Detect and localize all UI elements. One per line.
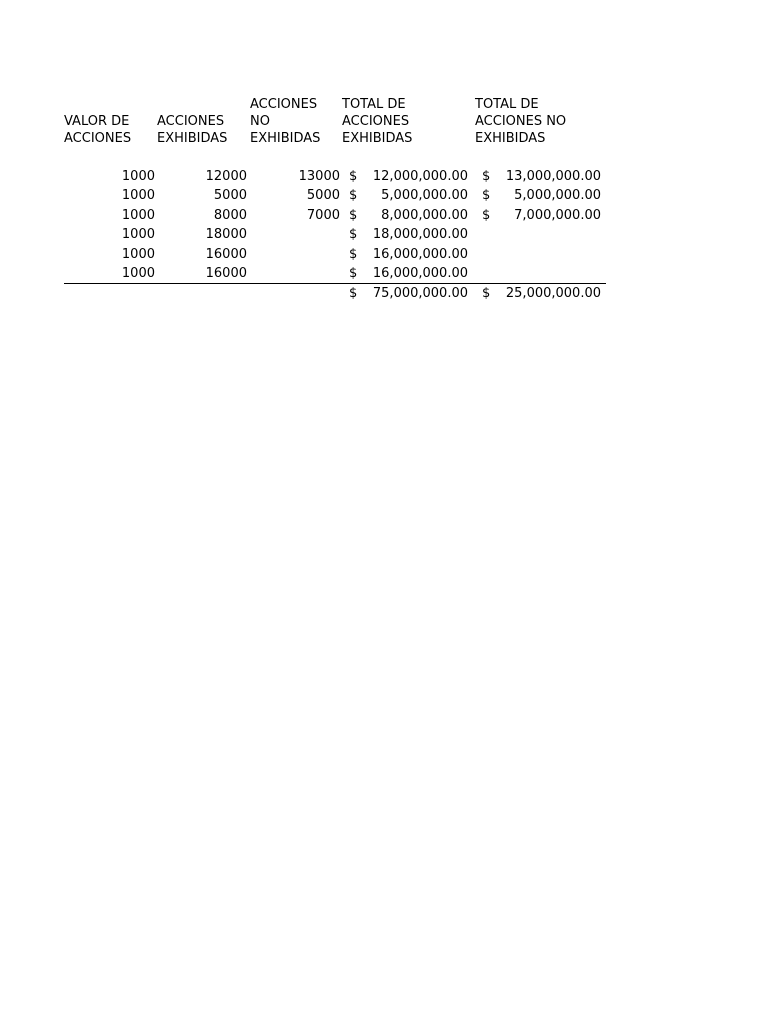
cell-no-exhibidas: 13000 xyxy=(298,169,340,184)
cell-exhibidas: 8000 xyxy=(213,207,247,223)
table-row xyxy=(64,186,606,205)
totals-row xyxy=(64,284,606,303)
cell-exhibidas: 18000 xyxy=(205,227,247,243)
total-exhibidas-sum: 75,000,000.00 xyxy=(372,286,468,302)
currency-symbol: $ xyxy=(482,207,491,223)
table-row xyxy=(64,206,606,225)
spreadsheet-table xyxy=(64,95,606,302)
cell-total-exhibidas: 5,000,000.00 xyxy=(381,188,468,204)
cell-total-no-exhibidas: 5,000,000.00 xyxy=(514,188,601,204)
data-rows xyxy=(64,167,606,304)
cell-exhibidas: 12000 xyxy=(205,169,247,184)
header-acciones-no-exhibidas: ACCIONES NO EXHIBIDAS xyxy=(250,97,321,146)
cell-exhibidas: 16000 xyxy=(205,246,247,262)
currency-symbol: $ xyxy=(482,286,491,302)
header-total-acciones-no-exhibidas: TOTAL DE ACCIONES NO EXHIBIDAS xyxy=(475,97,567,146)
cell-exhibidas: 5000 xyxy=(213,188,247,204)
currency-symbol: $ xyxy=(349,286,358,302)
cell-valor: 1000 xyxy=(121,227,155,243)
cell-total-exhibidas: 12,000,000.00 xyxy=(372,169,468,184)
cell-total-no-exhibidas: 13,000,000.00 xyxy=(505,169,601,184)
cell-valor: 1000 xyxy=(121,246,155,262)
cell-valor: 1000 xyxy=(121,265,155,281)
currency-symbol: $ xyxy=(349,169,358,184)
cell-exhibidas: 16000 xyxy=(205,265,247,281)
total-no-exhibidas-sum: 25,000,000.00 xyxy=(505,286,601,302)
table-row xyxy=(64,245,606,264)
header-total-acciones-exhibidas: TOTAL DE ACCIONES EXHIBIDAS xyxy=(342,97,413,146)
table-row xyxy=(64,264,606,283)
cell-total-exhibidas: 16,000,000.00 xyxy=(372,246,468,262)
table-row xyxy=(64,225,606,244)
cell-no-exhibidas: 5000 xyxy=(306,188,340,204)
cell-total-exhibidas: 16,000,000.00 xyxy=(372,265,468,281)
currency-symbol: $ xyxy=(349,246,358,262)
header-acciones-exhibidas: ACCIONES EXHIBIDAS xyxy=(157,114,228,146)
cell-total-exhibidas: 18,000,000.00 xyxy=(372,227,468,243)
currency-symbol: $ xyxy=(349,265,358,281)
table-row xyxy=(64,167,606,186)
currency-symbol: $ xyxy=(349,207,358,223)
currency-symbol: $ xyxy=(482,188,491,204)
cell-valor: 1000 xyxy=(121,188,155,204)
cell-valor: 1000 xyxy=(121,207,155,223)
currency-symbol: $ xyxy=(349,188,358,204)
cell-valor: 1000 xyxy=(121,169,155,184)
header-row xyxy=(64,95,606,147)
header-valor-de-acciones: VALOR DE ACCIONES xyxy=(64,114,132,146)
cell-total-no-exhibidas: 7,000,000.00 xyxy=(514,207,601,223)
currency-symbol: $ xyxy=(349,227,358,243)
cell-no-exhibidas: 7000 xyxy=(306,207,340,223)
currency-symbol: $ xyxy=(482,169,491,184)
cell-total-exhibidas: 8,000,000.00 xyxy=(381,207,468,223)
